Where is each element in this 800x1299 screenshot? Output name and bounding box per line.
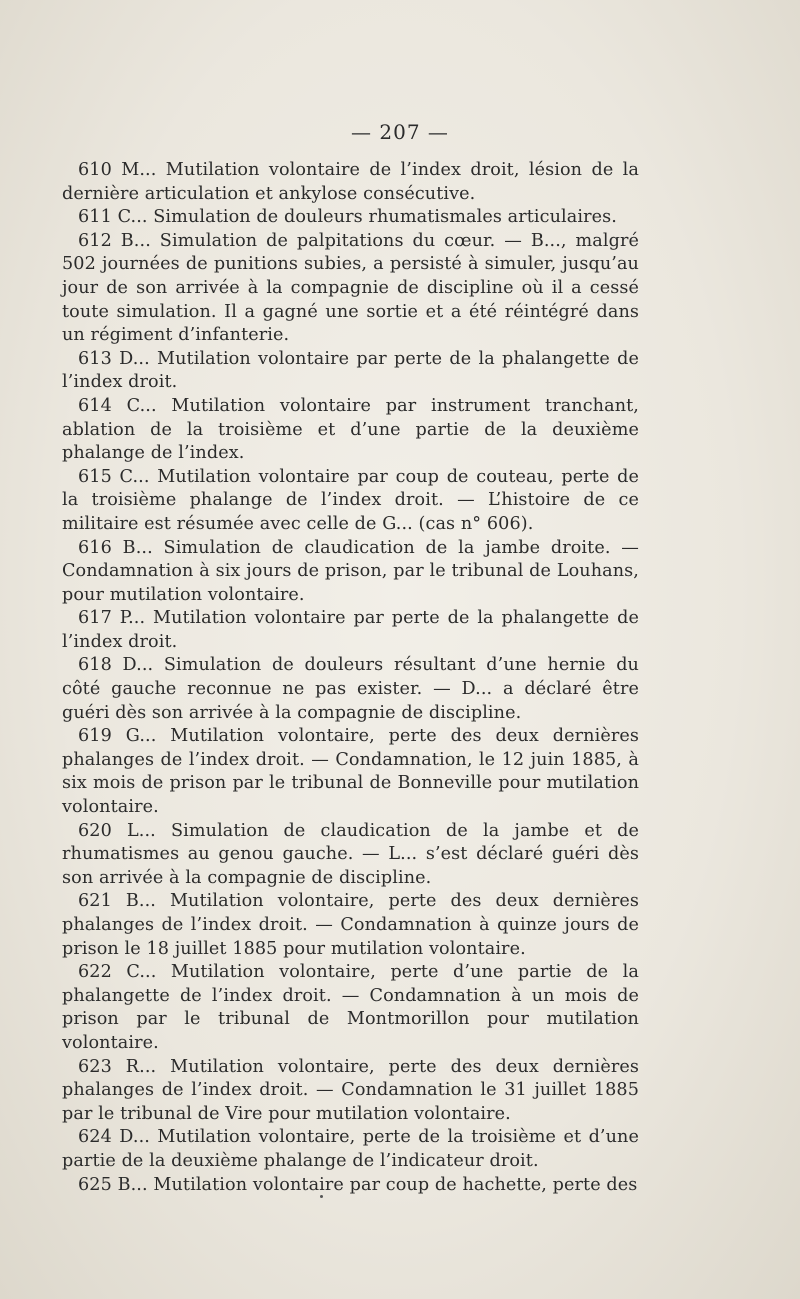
case-entry-614: 614 C... Mutilation volontaire par instrument tranchant, ablation de la troisième et d’une partie de la deuxième phalange de l’index.	[62, 395, 639, 464]
case-entry-612: 612 B... Simulation de palpitations du cœur. — B..., malgré 502 journées de punitions subies, a persisté à simuler, jusqu’au jour de son arrivée à la compagnie de discipline où il a cessé toute simulation. Il a gagné une sortie et a été réintégré dans un régiment d’infanterie.	[62, 230, 639, 346]
case-entry-624: 624 D... Mutilation volontaire, perte de la troisième et d’une partie de la deuxième phalange de l’indicateur droit.	[62, 1127, 639, 1171]
case-entry-615: 615 C... Mutilation volontaire par coup de couteau, perte de la troisième phalange de l’index droit. — L’histoire de ce militaire est résumée avec celle de G... (cas n° 606).	[62, 466, 639, 534]
case-entry-621: 621 B... Mutilation volontaire, perte des deux dernières phalanges de l’index droit. — Condamnation à quinze jours de prison le 18 juillet 1885 pour mutilation volontaire.	[62, 891, 639, 959]
case-entry-620: 620 L... Simulation de claudication de la jambe et de rhumatismes au genou gauche. — L... s’est déclaré guéri dès son arrivée à la compagnie de discipline.	[62, 820, 639, 888]
print-speck	[320, 1195, 323, 1198]
case-entry-616: 616 B... Simulation de claudication de la jambe droite. — Condamnation à six jours de prison, par le tribunal de Louhans, pour mutilation volontaire.	[62, 537, 639, 605]
case-entry-611: 611 C... Simulation de douleurs rhumatismales articulaires.	[78, 207, 617, 228]
case-list	[62, 159, 639, 1197]
case-entry-619: 619 G... Mutilation volontaire, perte des deux dernières phalanges de l’index droit. — Condamnation, le 12 juin 1885, à six mois de prison par le tribunal de Bonneville pour mutilation volontaire.	[62, 726, 639, 818]
case-entry-618: 618 D... Simulation de douleurs résultant d’une hernie du côté gauche reconnue ne pas exister. — D... a déclaré être guéri dès son arrivée à la compagnie de discipline.	[62, 655, 639, 723]
case-entry-617: 617 P... Mutilation volontaire par perte de la phalangette de l’index droit.	[62, 608, 639, 652]
case-entry-622: 622 C... Mutilation volontaire, perte d’une partie de la phalangette de l’index droit. — Condamnation à un mois de prison par le tribunal de Montmorillon pour mutilation volontaire.	[62, 962, 639, 1053]
case-entry-625: 625 B... Mutilation volontaire par coup de hachette, perte des	[78, 1174, 638, 1195]
case-entry-610: 610 M... Mutilation volontaire de l’index droit, lésion de la dernière articulation et ankylose consécutive.	[62, 160, 639, 204]
case-entry-613: 613 D... Mutilation volontaire par perte de la phalangette de l’index droit.	[62, 348, 639, 393]
case-entry-623: 623 R... Mutilation volontaire, perte des deux dernières phalanges de l’index droit. — Condamnation le 31 juillet 1885 par le tribunal de Vire pour mutilation volontaire.	[62, 1056, 639, 1124]
page-number: — 207 —	[351, 120, 449, 144]
